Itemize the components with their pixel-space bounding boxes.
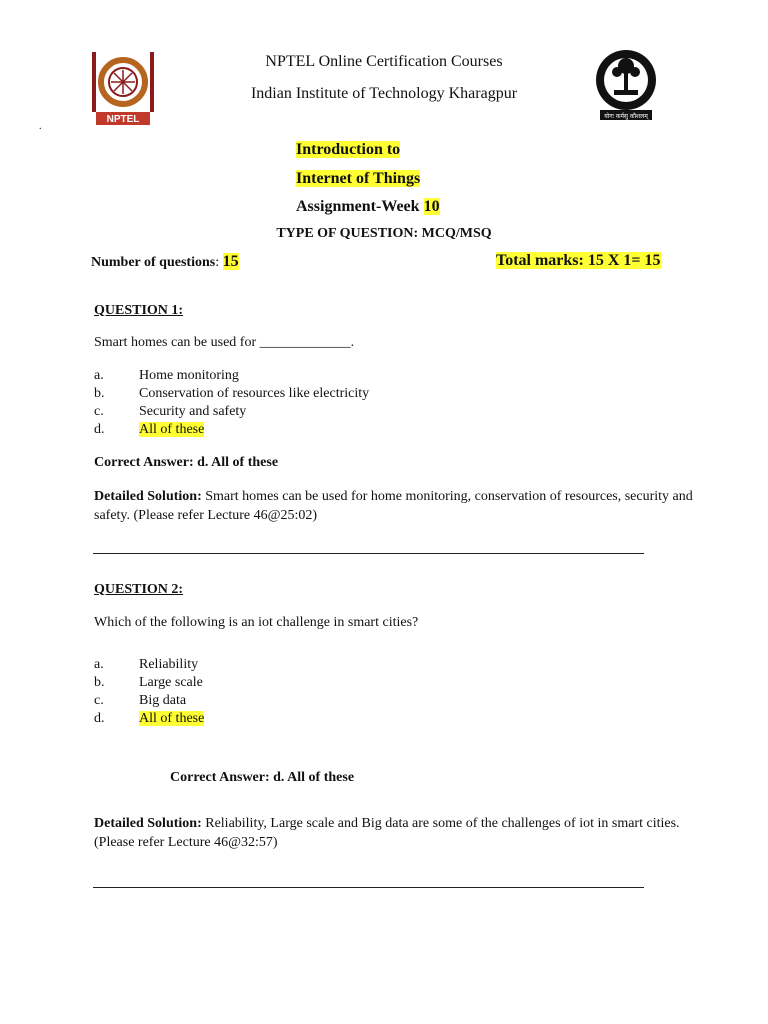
num-questions-value: 15 [222, 253, 239, 270]
question-1-option-b: b. Conservation of resources like electricity [94, 386, 370, 401]
header-line-1: NPTEL Online Certification Courses [265, 53, 503, 70]
iit-kharagpur-logo [592, 44, 660, 122]
stray-mark: . [39, 121, 42, 132]
question-2-option-b: b. Large scale [94, 675, 203, 690]
nptel-logo-text: NPTEL [106, 114, 140, 125]
question-2-heading: QUESTION 2: [94, 582, 184, 597]
total-marks: Total marks: 15 X 1= 15 [496, 252, 661, 269]
question-2-option-a: a. Reliability [94, 657, 199, 672]
iit-logo-motto: योगः कर्मसु कौशलम् [604, 113, 648, 120]
course-title-line-2: Internet of Things [296, 170, 421, 187]
question-type: TYPE OF QUESTION: MCQ/MSQ [276, 226, 492, 241]
question-2-solution: Detailed Solution: Reliability, Large scale and Big data are some of the challenges of iot in smart cities. (Please refer Lecture 46@32:57) [94, 816, 680, 850]
assignment-week: Assignment-Week 10 [296, 198, 440, 215]
header-line-2: Indian Institute of Technology Kharagpur [250, 85, 518, 102]
question-2-correct-answer: Correct Answer: d. All of these [170, 770, 355, 785]
divider-1 [93, 553, 644, 554]
course-title-line-1: Introduction to [296, 141, 401, 158]
question-2-option-c: c. Big data [94, 693, 187, 708]
question-1-option-a: a. Home monitoring [94, 368, 239, 383]
question-2-text: Which of the following is an iot challenge in smart cities? [94, 615, 419, 630]
nptel-logo [90, 50, 156, 126]
question-1-correct-answer: Correct Answer: d. All of these [94, 455, 279, 470]
number-of-questions: Number of questions: 15 [91, 253, 239, 270]
question-1-text: Smart homes can be used for _____________. [94, 335, 355, 350]
question-1-option-d: d. All of these [94, 422, 205, 437]
week-number: 10 [423, 198, 440, 215]
question-1-solution: Detailed Solution: Smart homes can be used for home monitoring, conservation of resources, security and safety. (Please refer Lecture 46@25:02) [94, 489, 693, 523]
divider-2 [93, 887, 644, 888]
question-1-option-c: c. Security and safety [94, 404, 247, 419]
question-2-option-d: d. All of these [94, 711, 205, 726]
question-1-heading: QUESTION 1: [94, 303, 184, 318]
